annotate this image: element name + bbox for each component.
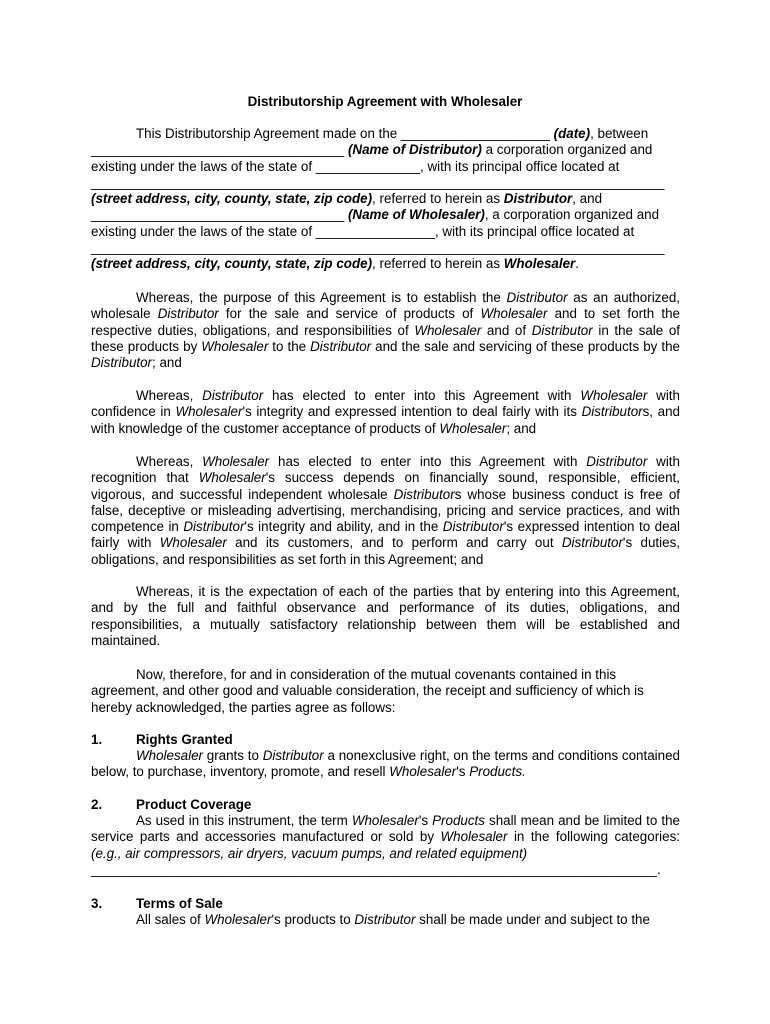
intro-line-9: (street address, city, county, state, zip code), referred to herein as Wholesaler. bbox=[91, 256, 579, 272]
section-2-body: As used in this instrument, the term Wholesaler's Products shall mean and be limited to the service parts and accessories manufactured or sold by Wholesaler in the following categories: (e.g., air compressors, air dryers, vacuum pumps, and related equipment) ____________________________________________________________________________. bbox=[91, 813, 680, 877]
intro-line-7: existing under the laws of the state of ________________, with its principal office located at bbox=[91, 223, 635, 239]
whereas-paragraph-3: Whereas, Wholesaler has elected to enter into this Agreement with Distributor with recognition that Wholesaler's success depends on financially sound, responsible, efficient, vigorous, and successful independent wholesale Distributors whose business conduct is free of false, deceptive or misleading advertising, merchandising, pricing and service practices, and with competence in Distributor's integrity and ability, and in the Distributor's expressed intention to deal fairly with Wholesaler and its customers, and to perform and carry out Distributor's duties, obligations, and responsibilities as set forth in this Agreement; and bbox=[91, 454, 680, 567]
intro-line-5: (street address, city, county, state, zip code), referred to herein as Distributor, and bbox=[91, 191, 603, 207]
intro-line-2: __________________________________ (Name of Distributor) a corporation organized and bbox=[91, 142, 653, 158]
section-1-heading: 1. Rights Granted bbox=[91, 732, 233, 747]
intro-line-6: __________________________________ (Name of Wholesaler), a corporation organized and bbox=[91, 207, 660, 223]
now-therefore-paragraph: Now, therefore, for and in consideration of the mutual covenants contained in this agreement, and other good and valuable consideration, the receipt and sufficiency of which is hereby acknowledged, the parties agree as follows: bbox=[91, 667, 644, 715]
section-3-body: All sales of Wholesaler's products to Distributor shall be made under and subject to the bbox=[136, 912, 650, 927]
section-2-heading: 2. Product Coverage bbox=[91, 797, 252, 812]
section-2-blank-line: ____________________________________________________________________________. bbox=[91, 861, 661, 877]
whereas-paragraph-1: Whereas, the purpose of this Agreement is to establish the Distributor as an authorized, wholesale Distributor for the sale and service of products of Wholesaler and to set forth the respective duties, obligations, and responsibilities of Wholesaler and of Distributor in the sale of these products by Wholesaler to the Distributor and the sale and servicing of these products by the Distributor; and bbox=[91, 290, 680, 371]
section-1-body: Wholesaler grants to Distributor a nonexclusive right, on the terms and conditions contained below, to purchase, inventory, promote, and resell Wholesaler's Products. bbox=[91, 748, 680, 780]
whereas-paragraph-2: Whereas, Distributor has elected to enter into this Agreement with Wholesaler with confidence in Wholesaler's integrity and expressed intention to deal fairly with its Distributors, and with knowledge of the customer acceptance of products of Wholesaler; and bbox=[91, 388, 680, 436]
intro-line-1: This Distributorship Agreement made on the ____________________ (date), between bbox=[136, 126, 649, 141]
intro-line-3: existing under the laws of the state of ______________, with its principal office located at bbox=[91, 158, 620, 174]
section-3-heading: 3. Terms of Sale bbox=[91, 896, 223, 911]
intro-line-4-blank: _____________________________________________________________________________ bbox=[91, 174, 665, 190]
intro-line-8-blank: _____________________________________________________________________________ bbox=[91, 240, 665, 256]
document-title: Distributorship Agreement with Wholesaler bbox=[247, 94, 523, 109]
intro-paragraph bbox=[91, 126, 680, 273]
whereas-paragraph-4: Whereas, it is the expectation of each of the parties that by entering into this Agreement, and by the full and faithful observance and performance of its duties, obligations, and responsibilities, a mutually satisfactory relationship between them will be established and maintained. bbox=[91, 584, 680, 648]
